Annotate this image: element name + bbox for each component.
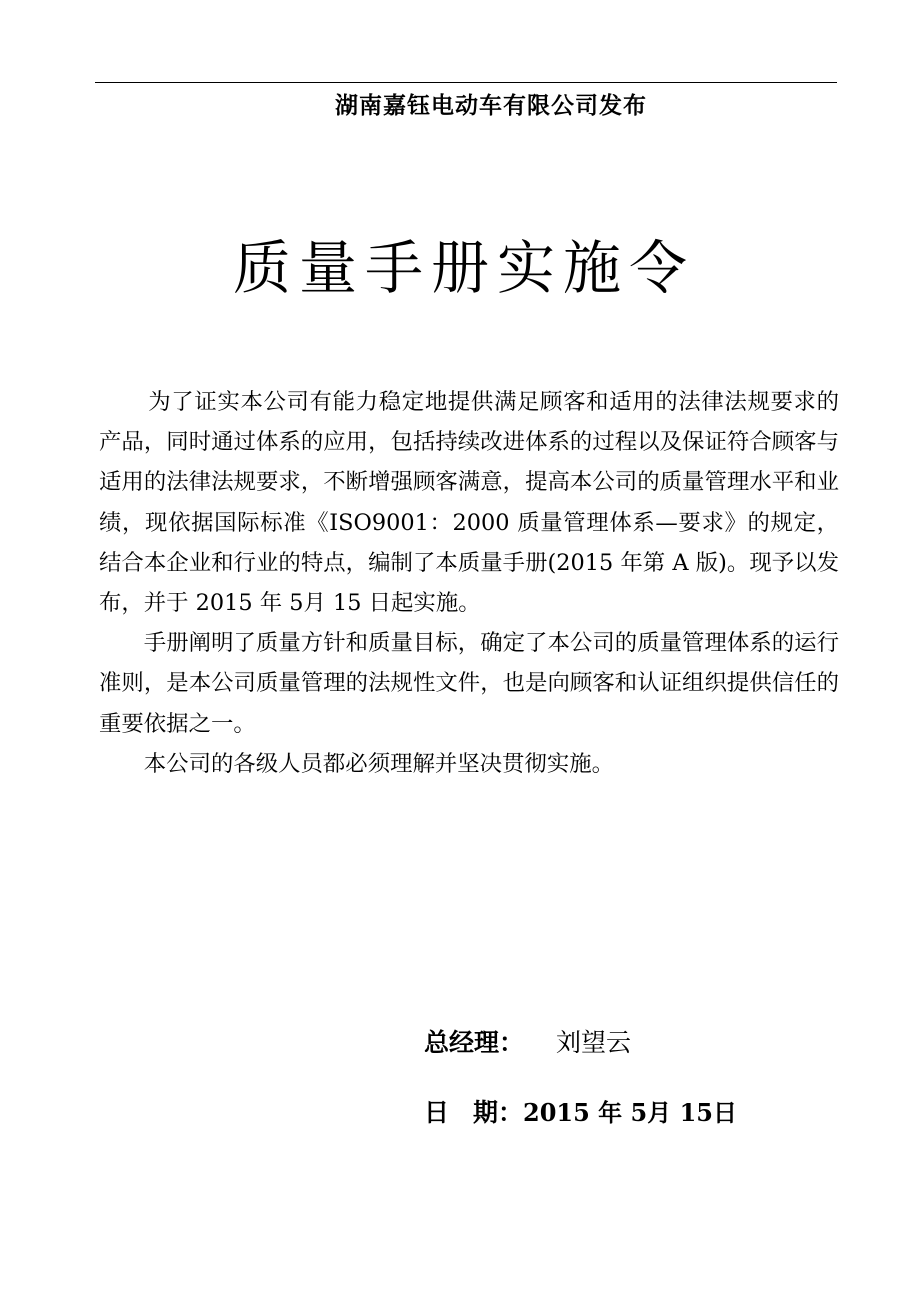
date-value: 2015 年 5月 15日 [523, 1098, 737, 1127]
document-body [99, 382, 839, 784]
manager-line [424, 1022, 864, 1064]
date-line [424, 1092, 864, 1134]
body-paragraph-2: 手册阐明了质量方针和质量目标，确定了本公司的质量管理体系的运行准则，是本公司质量管理的法规性文件，也是向顾客和认证组织提供信任的重要依据之一。 [99, 630, 839, 737]
document-title: 质量手册实施令 [232, 234, 695, 302]
date-label-period: 期： [473, 1098, 524, 1127]
manager-name: 刘望云 [556, 1028, 632, 1057]
date-label-day: 日 [424, 1098, 450, 1127]
body-paragraph-1: 为了证实本公司有能力稳定地提供满足顾客和适用的法律法规要求的产品，同时通过体系的应用，包括持续改进体系的过程以及保证符合顾客与适用的法律法规要求，不断增强顾客满意，提高本公司的质量管理水平和业绩，现依据国际标准《ISO9001：2000 质量管理体系—要求》的规定，结合本企业和行业的特点，编制了本质量手册(2015 年第 A 版)。现予以发布，并于 2015 年 5月 15 日起实施。 [99, 389, 839, 617]
publisher-line: 湖南嘉钰电动车有限公司发布 [335, 93, 647, 119]
signature-block [424, 1022, 864, 1134]
header-rule [95, 82, 837, 83]
body-paragraph-3: 本公司的各级人员都必须理解并坚决贯彻实施。 [143, 750, 614, 777]
manager-label: 总经理： [424, 1028, 525, 1057]
